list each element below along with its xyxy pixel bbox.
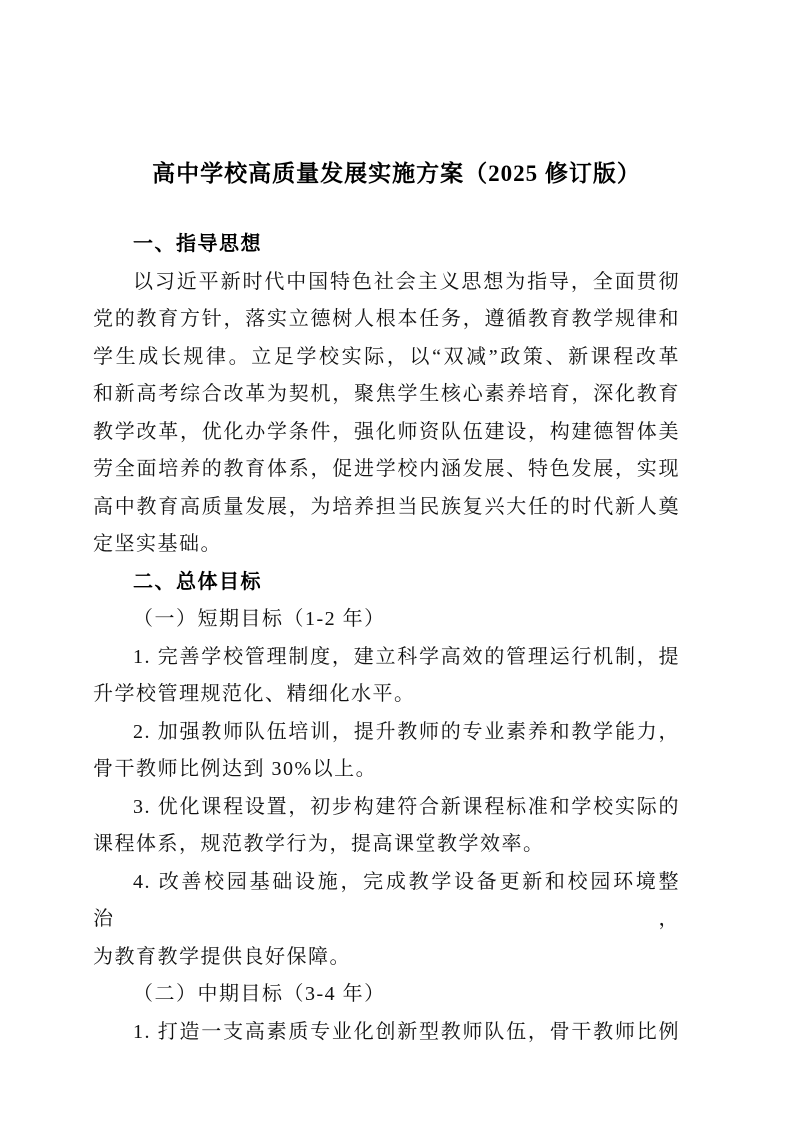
mid-term-item-1-line-1: 1. 打造一支高素质专业化创新型教师队伍，骨干教师比例 [133, 1020, 680, 1043]
guiding-ideology-paragraph-line-8: 定坚实基础。 [93, 533, 222, 555]
section-2-heading-line-1: 二、总体目标 [133, 570, 262, 593]
guiding-ideology-paragraph-line-4: 和新高考综合改革为契机，聚焦学生核心素养培育，深化教育 [93, 383, 680, 405]
short-term-item-4-line-2: 为教育教学提供良好保障。 [93, 945, 351, 968]
short-term-item-1-line-1: 1. 完善学校管理制度，建立科学高效的管理运行机制，提 [133, 645, 680, 668]
short-term-item-1-line-2: 升学校管理规范化、精细化水平。 [93, 683, 416, 705]
short-term-item-2-line-2: 骨干教师比例达到 30%以上。 [93, 758, 378, 780]
short-term-goals-subheading-line-1: （一）短期目标（1-2 年） [133, 608, 386, 630]
short-term-item-3-line-1: 3. 优化课程设置，初步构建符合新课程标准和学校实际的 [133, 795, 680, 818]
guiding-ideology-paragraph-line-5: 教学改革，优化办学条件，强化师资队伍建设，构建德智体美 [93, 420, 680, 443]
guiding-ideology-paragraph-line-7: 高中教育高质量发展，为培养担当民族复兴大任的时代新人奠 [93, 495, 680, 518]
short-term-item-3-line-2: 课程体系，规范教学行为，提高课堂教学效率。 [93, 833, 545, 855]
short-term-item-2-line-1: 2. 加强教师队伍培训，提升教师的专业素养和教学能力， [133, 720, 680, 743]
guiding-ideology-paragraph-line-6: 劳全面培养的教育体系，促进学校内涵发展、特色发展，实现 [93, 458, 680, 480]
document-body [93, 226, 680, 1051]
guiding-ideology-paragraph-line-2: 党的教育方针，落实立德树人根本任务，遵循教育教学规律和 [93, 308, 680, 330]
mid-term-goals-subheading-line-1: （二）中期目标（3-4 年） [133, 983, 386, 1005]
guiding-ideology-paragraph-line-1: 以习近平新时代中国特色社会主义思想为指导，全面贯彻 [133, 270, 680, 293]
section-1-heading-line-1: 一、指导思想 [133, 233, 262, 255]
document-title: 高中学校高质量发展实施方案（2025 修订版） [152, 161, 641, 186]
guiding-ideology-paragraph-line-3: 学生成长规律。立足学校实际，以“双减”政策、新课程改革 [93, 345, 680, 368]
short-term-item-4-line-1: 4. 改善校园基础设施，完成教学设备更新和校园环境整治， [93, 870, 680, 930]
